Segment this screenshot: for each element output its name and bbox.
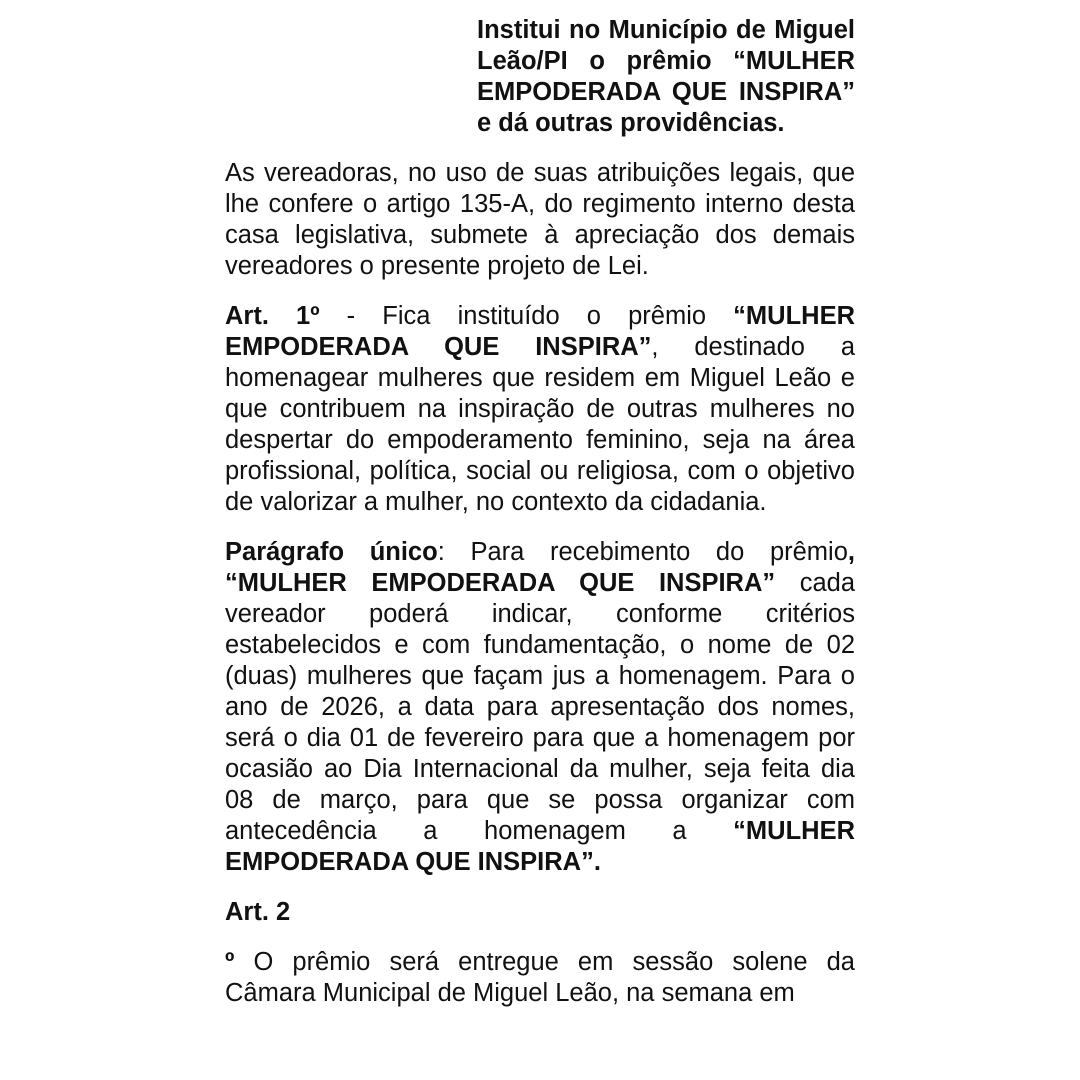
paragrafo-unico-text-a: : Para recebimento do prêmio <box>437 538 848 566</box>
paragrafo-unico <box>225 537 855 878</box>
article-2 <box>225 947 855 1009</box>
award-name: “MULHER EMPODERADA QUE INSPIRA” <box>225 302 855 361</box>
award-name-end: “MULHER EMPODERADA QUE INSPIRA”. <box>225 817 855 876</box>
article-1-label: Art. 1º <box>225 302 320 330</box>
article-1-text-a: - Fica instituído o prêmio <box>319 302 734 330</box>
article-1 <box>225 301 855 518</box>
award-name: “MULHER EMPODERADA QUE INSPIRA” <box>225 569 776 597</box>
intro-paragraph: As vereadoras, no uso de suas atribuições legais, que lhe confere o artigo 135-A, do regimento interno desta casa legislativa, submete à apreciação dos demais vereadores o presente projeto de Lei. <box>225 159 855 280</box>
paragrafo-unico-text-b: cada vereador poderá indicar, conforme critérios estabelecidos e com fundamentação, o nome de 02 (duas) mulheres que façam jus a homenagem. Para o ano de 2026, a data para apresentação dos nomes, será o dia 01 de fevereiro para que a homenagem por ocasião ao Dia Internacional da mulher, seja feita dia 08 de março, para que se possa organizar com antecedência a homenagem a <box>225 569 856 845</box>
article-2-ordinal: º <box>225 948 235 976</box>
paragrafo-unico-comma: , <box>847 538 855 566</box>
article-2-label: Art. 2 <box>225 898 291 926</box>
article-2-text: O prêmio será entregue em sessão solene da Câmara Municipal de Miguel Leão, na semana em <box>225 948 855 1007</box>
ementa: Institui no Município de Miguel Leão/PI o prêmio “MULHER EMPODERADA QUE INSPIRA” e dá outras providências. <box>477 16 855 137</box>
article-1-text-b: , destinado a homenagear mulheres que residem em Miguel Leão e que contribuem na inspiração de outras mulheres no despertar do empoderamento feminino, seja na área profissional, política, social ou religiosa, com o objetivo de valorizar a mulher, no contexto da cidadania. <box>225 333 855 516</box>
paragrafo-unico-label: Parágrafo único <box>225 538 438 566</box>
document-page <box>225 15 855 1009</box>
